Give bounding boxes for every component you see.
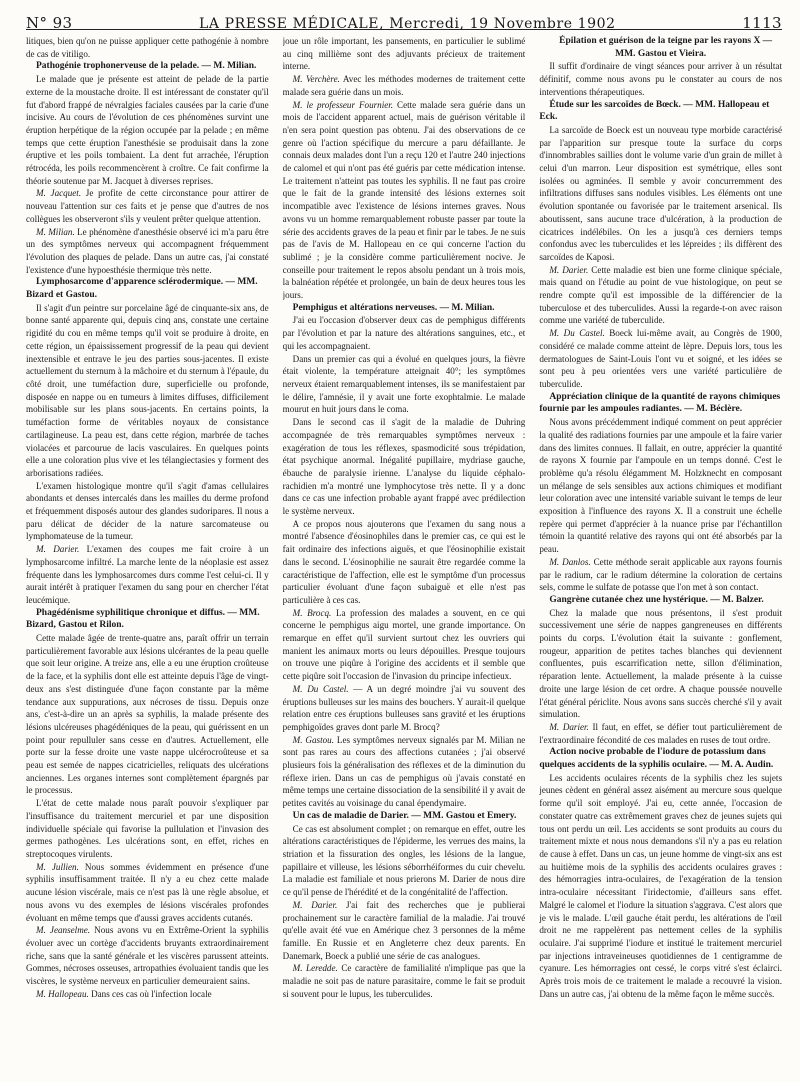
- body-paragraph: Il suffit d'ordinaire de vingt séances pour arriver à un résultat définitif, comme nous avons pu le constater au cours de nos interventions thérapeutiques.: [539, 61, 782, 97]
- paragraph-text: Cette méthode serait applicable aux rayons fournis par le radium, car le radium détermine la coloration de certains sels, comme le sulfate de potasse que l'on met à son contact.: [539, 556, 782, 593]
- paragraph-text: Je profite de cette circonstance pour attirer de nouveau l'attention sur ces faits et je pense que d'autres de nos collègues les observeront s'ils y veulent prêter quelque attention.: [26, 188, 269, 224]
- speaker-name: M. Darier.: [292, 899, 338, 910]
- body-paragraph: Ce cas est absolument complet ; on remarque en effet, outre les altérations caractéristiques de l'épiderme, les verrues des mains, la striation et la fissuration des ongles, les lésions de la langue, papillaire et villeuse, les lésions séborrhéiformes du cuir chevelu. La maladie est familiale et nous prierons M. Darier de nous dire ce qu'il pense de l'hérédité et de la congénitalité de l'affection.: [282, 823, 526, 898]
- body-paragraph: Cette malade âgée de trente-quatre ans, paraît offrir un terrain particulièrement favorable aux lésions ulcérantes de la peau quelle que soit leur origine. A treize ans, elle a eu une éruption croûteuse de la face, et la syphilis dont elle est atteinte depuis l'âge de vingt-deux ans s'est distinguée d'une façon constante par la même tendance aux suppurations, aux nécroses de tissu. Depuis onze ans, c'est-à-dire un an après sa syphilis, la malade présente des lésions ulcéreuses phagédéniques de la peau, qui guérissent en un point pour repulluler sans cesse en d'autres. Actuellement, elle porte sur la fesse droite une vaste nappe ulcérocroûteuse et sa peau est semée de nappes cicatricielles, reliquats des ulcérations anciennes. Les organes internes sont complètement épargnés par le processus.: [26, 633, 269, 796]
- column-middle: [283, 35, 526, 1073]
- paragraph-text: Nous avons vu en Extrême-Orient la syphilis évoluer avec un cortège d'accidents bruyants extraordinairement riche, sans que la santé générale et les viscères parussent atteints. Gommes, nécroses osseuses, artropathies évoluaient tandis que les viscères, le système nerveux en particulier demeuraient sains.: [26, 925, 269, 987]
- column-right: [539, 35, 782, 1073]
- issue-number: N° 93: [26, 14, 73, 32]
- speaker-paragraph: [26, 187, 269, 225]
- speaker-paragraph: [26, 543, 269, 607]
- section-heading: Étude sur les sarcoïdes de Bœck. — MM. Hallopeau et Eck.: [539, 99, 770, 123]
- running-header: [26, 0, 782, 30]
- body-paragraph: Les accidents oculaires récents de la syphilis chez les sujets jeunes cèdent en général assez aisément au mercure sous quelque forme qu'il soit employé. J'ai eu, cette année, l'occasion de constater quatre cas extrêmement graves chez de jeunes sujets qui tous ont perdu un œil. Les accidents se sont produits au cours du traitement mixte et nous nous demandons s'il n'y a pas eu relation de cause à effet. Dans un cas, un jeune homme de vingt-six ans est au huitième mois de la syphilis des accidents oculaires graves : des hémorragies intra-oculaires, de l'exagération de la tension intra-oculaire nécessitant l'iridectomie, d'ailleurs sans effet. Malgré le calomel et l'iodure la situation s'aggrava. C'est alors que je vis le malade. L'œil gauche était perdu, les altérations de l'œil droit ne me rappelèrent pas nettement celles de la syphilis oculaire. J'ai supprimé l'iodure et institué le traitement mercuriel par injections intraveineuses quotidiennes de 1 centigramme de cyanure. Les hémorragies ont cessé, le corps vitré s'est éclairci. Après trois mois de ce traitement le malade a recouvré la vision. Dans un autre cas, j'ai obtenu de la même façon le même succès.: [539, 772, 782, 999]
- speaker-name: M. Gastou.: [292, 734, 334, 745]
- section-heading: Pathogénie trophonerveuse de la pelade. — M. Milian.: [36, 61, 257, 72]
- journal-title-date: LA PRESSE MÉDICALE, Mercredi, 19 Novembre 1902: [199, 16, 616, 32]
- speaker-name: M. Jullien.: [36, 861, 79, 872]
- section-heading: Action nocive probable de l'iodure de potassium dans quelques accidents de la syphilis oculaire. — M. A. Audin.: [539, 747, 774, 771]
- speaker-name: M. Darier.: [549, 721, 589, 732]
- speaker-name: M. Hallopeau.: [36, 988, 89, 999]
- paragraph-text: J'ai fait des recherches que je publierai prochainement sur le caractère familial de la maladie. J'ai trouvé qu'elle avait été vue en Amérique chez 3 personnes de la même famille. En Russie et en Angleterre chez deux parents. En Danemark, Boeck a publié une série de cas analogues.: [282, 899, 526, 961]
- body-paragraph: Nous avons précédemment indiqué comment on peut apprécier la qualité des radiations fournies par une ampoule et la faire varier dans des limites connues. Il fallait, en outre, apprécier la quantité de rayons X fournie par l'ampoule en un temps donné. C'est le problème qu'a résolu élégamment M. Holzknecht en composant un mélange de sels sensibles aux actions chimiques et modifiant leur coloration avec une intensité variable suivant le temps de leur exposition à l'influence des rayons X. Il a construit une échelle repère qui permet d'apprécier à la nuance prise par l'échantillon témoin la quantité relative des rayons qui ont été absorbés par la peau.: [539, 417, 782, 555]
- speaker-paragraph: [283, 607, 526, 683]
- body-paragraph: J'ai eu l'occasion d'observer deux cas de pemphigus différents par l'évolution et par la nature des altérations sanguines, etc., et qui les accompagnaient.: [282, 315, 526, 351]
- paragraph-text: Il faut, en effet, se défier tout particulièrement de l'extraordinaire fécondité de ces malades en ruses de tout ordre.: [539, 721, 782, 745]
- speaker-paragraph: [283, 99, 526, 302]
- body-paragraph: Il s'agit d'un peintre sur porcelaine âgé de cinquante-six ans, de bonne santé apparente qui, depuis cinq ans, constate une certaine rigidité du cou en même temps qu'il voit se produire à droite, en cette région, un épaississement progressif de la peau qui devient inextensible et entrave le jeu des parties sous-jacentes. Il existe actuellement du sternum à la mâchoire et du sternum à l'épaule, du côté droit, une tuméfaction dure, superficielle ou profonde, disposée en nappe ou en tumeurs à limites diffuses, difficilement mobilisable sur les plans sous-jacents. En certains points, la tuméfaction forme de véritables noyaux de consistance cartilagineuse. La peau est, dans cette région, marbrée de taches violacées et parcourue de lacis vasculaires. En quelques points elle a une coloration plus vive et les télangiectasies y forment des arborisations radiées.: [26, 302, 269, 478]
- body-paragraph: L'état de cette malade nous paraît pouvoir s'expliquer par l'insuffisance du traitement mercuriel et par une disposition individuelle spéciale qui favorise la pullulation et l'invasion des germes pathogènes. Les ulcérations sont, en effet, riches en streptocoques virulents.: [26, 798, 269, 859]
- speaker-paragraph: [539, 556, 782, 594]
- section-heading: Gangrène cutanée chez une hystérique. — M. Balzer.: [549, 594, 764, 605]
- speaker-name: M. Du Castel.: [292, 683, 349, 694]
- paragraph-text: Les symptômes nerveux signalés par M. Milian ne sont pas rares au cours des affections cutanées ; j'ai observé plusieurs fois la généralisation des réflexes et de la diminution du réflexe irien. Dans un cas de pemphigus où j'avais constaté en même temps une certaine dissociation de la sensibilité il y avait de petites cavités au voisinage du canal épendymaire.: [282, 734, 526, 809]
- section-heading: Épilation et guérison de la teigne par les rayons X — MM. Gastou et Vieira.: [559, 36, 773, 59]
- speaker-paragraph: [283, 962, 526, 1000]
- text-columns: [26, 30, 782, 1073]
- speaker-name: M. le professeur Fournier.: [292, 99, 394, 110]
- body-paragraph: Dans un premier cas qui a évolué en quelques jours, la fièvre était violente, la température atteignait 40°; les symptômes nerveux étaient remarquablement intenses, ils se manifestaient par le délire, l'amnésie, il y avait une forte exophtalmie. Le malade mourut en huit jours dans le coma.: [282, 353, 526, 415]
- paragraph-text: Avec les méthodes modernes de traitement cette malade sera guérie dans un mois.: [282, 74, 526, 97]
- speaker-paragraph: [26, 861, 269, 925]
- speaker-paragraph: [283, 683, 526, 734]
- column-left: [26, 35, 269, 1073]
- speaker-paragraph: [26, 924, 269, 988]
- speaker-name: M. Darier.: [36, 544, 80, 555]
- speaker-paragraph: [283, 734, 526, 810]
- speaker-name: M. Leredde.: [292, 963, 338, 974]
- speaker-paragraph: [283, 73, 526, 98]
- section-heading: Pemphigus et altérations nerveuses. — M. Milian.: [292, 302, 495, 313]
- paragraph-text: L'examen des coupes me fait croire à un lymphosarcome infiltré. La marche lente de la néoplasie est assez fréquente dans les lymphosarcomes durs comme l'est celui-ci. Il y aurait intérêt à pratiquer l'examen du sang pour en chercher l'état leucémique.: [26, 544, 269, 605]
- paragraph-text: — A un degré moindre j'ai vu souvent des éruptions bulleuses sur les mains des bouchers. Y aurait-il quelque relation entre ces éruptions bulleuses sans gravité et les éruptions pemphigoïdes graves dont parle M. Brocq?: [282, 683, 526, 732]
- speaker-name: M. Danlos.: [549, 556, 591, 567]
- speaker-paragraph: [283, 899, 526, 963]
- body-paragraph: joue un rôle important, les pansements, en particulier le sublimé au cinq millième sont des adjuvants précieux de traitement interne.: [282, 36, 526, 72]
- section-heading: Phagédénisme syphilitique chronique et diffus. — MM. Bizard, Gastou et Rilon.: [26, 607, 260, 631]
- speaker-name: M. Milian.: [36, 226, 75, 237]
- body-paragraph: L'examen histologique montre qu'il s'agit d'amas cellulaires abondants et denses intercalés dans les mailles du derme profond et fréquemment disposés autour des glandes sudoripares. Il nous a paru délicat de décider de la nature sarcomateuse ou lymphomateuse de la tumeur.: [26, 480, 269, 542]
- paragraph-text: Cette malade sera guérie dans un mois de l'accident apparent actuel, mais de guérison véritable il n'en sera point question pas obtenu. J'ai des observations de ce genre où l'action spécifique du mercure a paru défaillante. Je connais deux malades dont l'un a reçu 120 et l'autre 240 injections de calomel et qui n'ont pas été guéris par cette médication intense. Le traitement n'atteint pas toutes les syphilis. Il ne faut pas croire que le fait de la grande intensité des lésions externes soit incompatible avec l'existence de lésions internes graves. Nous avons vu un homme remarquablement robuste passer par toute la série des accidents graves de la peau et finir par le tabes. Je ne suis pas de l'avis de M. Hallopeau en ce qui concerne l'action du sublimé ; je la considère comme particulièrement nocive. Je conseille pour traitement le repos absolu pendant un à trois mois, la balnéation répétée et prolongée, un bain de deux heures tous les jours.: [282, 99, 526, 301]
- section-heading: Lymphosarcome d'apparence sclérodermique. — MM. Bizard et Gastou.: [26, 277, 258, 301]
- speaker-name: M. Brocq.: [292, 607, 332, 618]
- paragraph-text: Dans ces cas où l'infection locale: [88, 988, 212, 999]
- speaker-name: M. Jeanselme.: [36, 925, 91, 936]
- body-paragraph: Chez la malade que nous présentons, il s'est produit successivement une série de nappes gangreneuses en différents points du corps. L'évolution était la suivante : gonflement, rougeur, apparition de petites taches blanches qui deviennent confluentes, puis escarrification nette, sillon d'élimination, réparation lente. Actuellement, la malade présente à la cuisse droite une large lésion de cet ordre. A chaque poussée nouvelle l'état général périclite. Nous avons sans succès cherché s'il y avait simulation.: [539, 607, 782, 720]
- body-paragraph: Le malade que je présente est atteint de pelade de la partie externe de la moustache droite. Il est intéressant de constater qu'il fut d'abord frappé de névralgies faciales causées par la carie d'une incisive. Au cours de l'évolution de ces phénomènes survint une éruption herpétique de la région occupée par la pelade ; en même temps que cette éruption l'anesthésie se produisait dans la zone éruptive et les poils tombaient. La dent fut arrachée, l'éruption rétrocéda, les poils recommencèrent à croître. Ce fait confirme la théorie soutenue par M. Jacquet à diverses reprises.: [26, 74, 269, 186]
- section-heading: Appréciation clinique de la quantité de rayons chimiques fournie par les ampoules radiantes. — M. Béclère.: [539, 391, 781, 415]
- section-heading: Un cas de maladie de Darier. — MM. Gastou et Emery.: [292, 810, 517, 821]
- body-paragraph: La sarcoïde de Boeck est un nouveau type morbide caractérisé par l'apparition sur presque toute la surface du corps d'innombrables saillies dont le volume varie d'un grain de millet à celui d'un marron. Leur disposition est symétrique, elles sont isolées ou agminées. Il semble y avoir concurremment des infiltrations diffuses sans nodules visibles. Les éléments ont une évolution spontanée ou favorisée par le traitement arsenical. Ils aboutissent, sans aucune trace d'ulcération, à la production de cicatrices indélébiles. On les a jusqu'à ces derniers temps confondus avec les tuberculides et les lépreides ; ils diffèrent des sarcoïdes de Kaposi.: [539, 124, 782, 262]
- paragraph-text: La profession des malades a souvent, en ce qui concerne le pemphigus aigu mortel, une grande importance. On remarque en effet qu'il survient surtout chez les ouvriers qui manient les animaux morts ou leurs dépouilles. Presque toujours on trouve une piqûre à l'origine des accidents et il semble que cette piqûre soit l'occasion de l'invasion du principe infectieux.: [282, 607, 526, 682]
- body-paragraph: A ce propos nous ajouterons que l'examen du sang nous a montré l'absence d'éosinophiles dans le premier cas, ce qui est le fait ordinaire des infections aiguës, et que l'éosinophilie existait dans le second. L'éosinophilie ne saurait être regardée comme la caractéristique de l'affection, elle est le symptôme d'un processus particulier évoluant d'une façon subaiguë et elle n'est pas particulière à ces cas.: [282, 518, 526, 605]
- speaker-paragraph: [539, 264, 782, 328]
- speaker-name: M. Darier.: [549, 264, 589, 275]
- speaker-paragraph: [26, 988, 269, 1001]
- speaker-paragraph: [539, 721, 782, 746]
- page-number: 1113: [742, 14, 782, 32]
- paragraph-text: Cette maladie est bien une forme clinique spéciale, mais quand on l'étudie au point de vue histologique, on peut se rendre compte qu'il est impossible de la différencier de la tuberculose et des tuberculides. Aussi la regarde-t-on avec raison comme une variété de tuberculide.: [539, 264, 782, 326]
- paragraph-text: Boeck lui-même avait, au Congrès de 1900, considéré ce malade comme atteint de lèpre. Depuis lors, tous les dermatologues de Saint-Louis l'ont vu et soigné, et les idées se sont peu à peu orientées vers une variété particulière de tuberculide.: [539, 328, 782, 389]
- speaker-paragraph: [539, 327, 782, 391]
- paragraph-text: Nous sommes évidemment en présence d'une syphilis insuffisamment traitée. Il n'y a eu chez cette malade aucune lésion viscérale, mais ce n'est pas là une règle absolue, et nous avons vu des exemples de lésions viscérales profondes évoluant en même temps que d'aussi graves accidents cutanés.: [26, 861, 269, 923]
- speaker-name: M. Jacquet.: [36, 188, 82, 199]
- speaker-name: M. Verchère.: [292, 74, 340, 85]
- speaker-name: M. Du Castel.: [549, 328, 605, 339]
- paragraph-text: Ce caractère de familialité n'implique pas que la maladie ne soit pas de nature parasitaire, comme le fait se produit si souvent pour le lupus, les tuberculides.: [282, 963, 526, 999]
- body-paragraph: litiques, bien qu'on ne puisse appliquer cette pathogénie à nombre de cas de vitiligo.: [26, 36, 269, 59]
- body-paragraph: Dans le second cas il s'agit de la maladie de Duhring accompagnée de très remarquables symptômes nerveux : exagération de tous les réflexes, spasmodicité sous trépidation, état psychique anormal. Inégalité pupillaire, mydriase gauche, ébauche de paralysie irienne. L'analyse du liquide céphalo-rachidien m'a montré une lymphocytose très nette. Il y a donc dans ce cas une infection probable ayant frappé avec prédilection le système nerveux.: [282, 417, 526, 517]
- paragraph-text: Le phénomène d'anesthésie observé ici m'a paru être un des symptômes nerveux qui accompagnent fréquemment l'évolution des plaques de pelade. Dans un autre cas, j'ai constaté l'existence d'une hypoesthésie thermique très nette.: [26, 226, 269, 275]
- speaker-paragraph: [26, 226, 269, 277]
